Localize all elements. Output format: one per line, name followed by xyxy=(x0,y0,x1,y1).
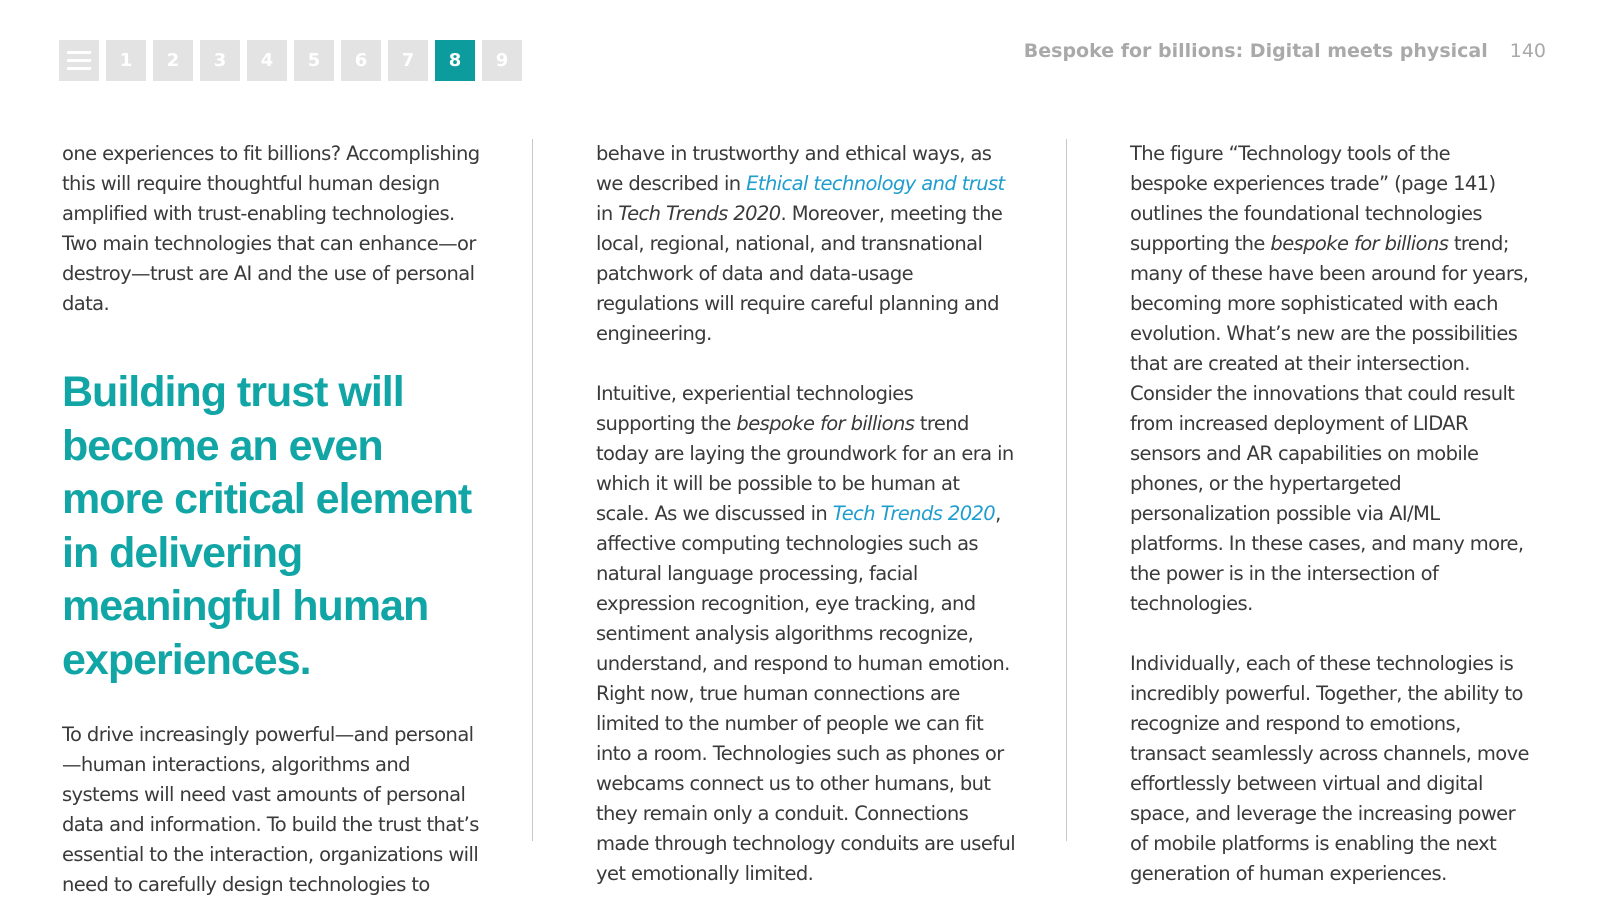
italic-title: Tech Trends 2020 xyxy=(618,202,781,225)
text-column-2 xyxy=(596,139,1016,889)
page-button-2[interactable]: 2 xyxy=(153,40,193,81)
paragraph: Individually, each of these technologies is incredibly powerful. Together, the ability to recognize and respond to emotions, transact seamlessly across channels, move effortlessly between virtual and digital space, and leverage the increasing power of mobile platforms is enabling the next generation of human experiences. xyxy=(1130,652,1529,885)
page-button-7[interactable]: 7 xyxy=(388,40,428,81)
page-button-9[interactable]: 9 xyxy=(482,40,522,81)
text-span: Intuitive, experiential technologies supporting the xyxy=(596,382,914,435)
paragraph xyxy=(1130,139,1530,619)
page-number: 140 xyxy=(1509,40,1546,62)
menu-button[interactable] xyxy=(59,40,99,81)
paragraph xyxy=(596,139,1016,349)
text-column-3 xyxy=(1130,139,1530,889)
text-span: trend; many of these have been around for years, becoming more sophisticated with each evolution. What’s new are the possibilities that are created at their intersection. Consider the innovations that could result from increased deployment of LIDAR sensors and AR capabilities on mobile phones, or the hypertargeted personalization possible via AI/ML platforms. In these cases, and many more, the power is in the intersection of technologies. xyxy=(1130,232,1529,615)
text-span: , affective computing technologies such as natural language processing, facial expression recognition, eye tracking, and sentiment analysis algorithms recognize, understand, and respond to human emotion. Right now, true human connections are limited to the number of people we can fit into a room. Technologies such as phones or webcams connect us to other humans, but they remain only a conduit. Connections made through technology conduits are useful yet emotionally limited. xyxy=(596,502,1016,885)
text-span: The figure “Technology tools of the bespoke experiences trade” (page 141) outlines the foundational technologies supporting the xyxy=(1130,142,1496,255)
column-divider xyxy=(1066,139,1067,841)
paragraph: one experiences to fit billions? Accomplishing this will require thoughtful human design amplified with trust-enabling technologies. Two main technologies that can enhance—or destroy—trust are AI and the use of personal data. xyxy=(62,142,480,315)
page-navigation xyxy=(59,40,522,81)
text-span: trend today are laying the groundwork for an era in which it will be possible to be human at scale. As we discussed in xyxy=(596,412,1014,525)
paragraph: To drive increasingly powerful—and personal—human interactions, algorithms and systems will need vast amounts of personal data and information. To build the trust that’s essential to the interaction, organizations will need to carefully design technologies to xyxy=(62,723,479,896)
page-button-3[interactable]: 3 xyxy=(200,40,240,81)
page-button-4[interactable]: 4 xyxy=(247,40,287,81)
hamburger-menu-icon xyxy=(67,51,91,70)
italic-term: bespoke for billions xyxy=(1270,232,1449,255)
tech-trends-2020-link[interactable]: Tech Trends 2020 xyxy=(832,502,996,525)
pull-quote-headline: Building trust will become an even more critical element in delivering meaningful human experiences. xyxy=(62,368,472,684)
text-span: behave in trustworthy and ethical ways, as we described in xyxy=(596,142,992,195)
ethical-technology-link[interactable]: Ethical technology and trust xyxy=(746,172,1005,195)
document-title: Bespoke for billions: Digital meets physical xyxy=(1023,40,1488,62)
paragraph xyxy=(596,379,1016,889)
page-header xyxy=(1024,40,1546,62)
text-span: . Moreover, meeting the local, regional, national, and transnational patchwork of data and data-usage regulations will require careful planning and engineering. xyxy=(596,202,1003,345)
column-divider xyxy=(532,139,533,841)
text-column-1 xyxy=(62,139,482,900)
page-button-5[interactable]: 5 xyxy=(294,40,334,81)
page-button-6[interactable]: 6 xyxy=(341,40,381,81)
page-button-1[interactable]: 1 xyxy=(106,40,146,81)
italic-term: bespoke for billions xyxy=(736,412,915,435)
page-button-8-active[interactable]: 8 xyxy=(435,40,475,81)
text-span: in xyxy=(596,202,619,225)
